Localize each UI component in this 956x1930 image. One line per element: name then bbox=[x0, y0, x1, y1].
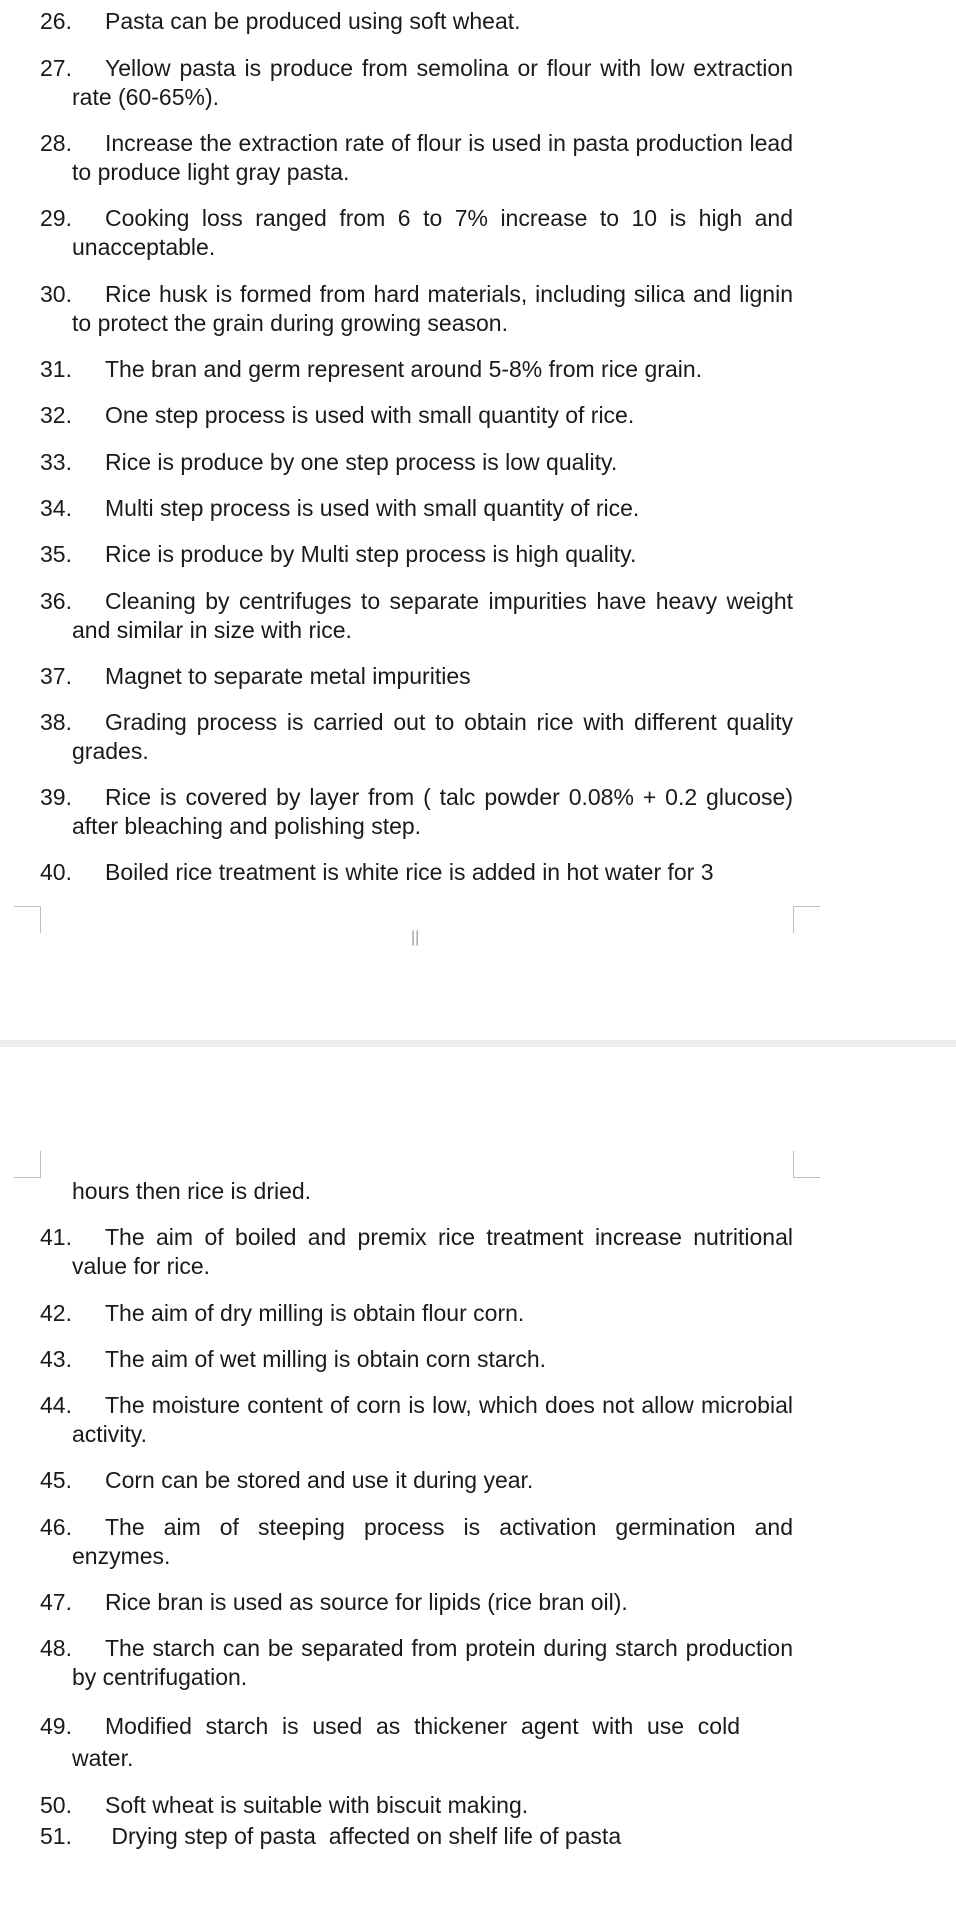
text-cursor-marker: || bbox=[411, 929, 420, 946]
list-item-40-continuation: hours then rice is dried. bbox=[72, 1178, 312, 1204]
page-corner-mark-top-left bbox=[14, 1151, 41, 1178]
list-item-30: 30. Rice husk is formed from hard materials, including silica and lignin to protect the grain during growing season. bbox=[40, 281, 793, 336]
document-page-2 bbox=[0, 1047, 956, 1930]
list-item-39: 39. Rice is covered by layer from ( talc powder 0.08% + 0.2 glucose) after bleaching and polishing step. bbox=[40, 784, 793, 839]
list-item-49: 49. Modified starch is used as thickener agent with use cold water. bbox=[40, 1713, 740, 1771]
list-item-37: 37. Magnet to separate metal impurities bbox=[40, 663, 471, 689]
list-item-32: 32. One step process is used with small quantity of rice. bbox=[40, 402, 635, 428]
list-item-29: 29. Cooking loss ranged from 6 to 7% increase to 10 is high and unacceptable. bbox=[40, 205, 793, 260]
list-item-38: 38. Grading process is carried out to obtain rice with different quality grades. bbox=[40, 709, 793, 764]
page-separator bbox=[0, 1040, 956, 1047]
list-item-27: 27. Yellow pasta is produce from semolina or flour with low extraction rate (60-65%). bbox=[40, 55, 793, 110]
list-item-34: 34. Multi step process is used with small quantity of rice. bbox=[40, 495, 640, 521]
list-item-41: 41. The aim of boiled and premix rice treatment increase nutritional value for rice. bbox=[40, 1224, 793, 1279]
list-item-47: 47. Rice bran is used as source for lipids (rice bran oil). bbox=[40, 1589, 628, 1615]
list-item-31: 31. The bran and germ represent around 5-8% from rice grain. bbox=[40, 356, 703, 382]
list-item-28: 28. Increase the extraction rate of flour is used in pasta production lead to produce light gray pasta. bbox=[40, 130, 793, 185]
list-item-40: 40. Boiled rice treatment is white rice is added in hot water for 3 bbox=[40, 859, 714, 885]
list-item-45: 45. Corn can be stored and use it during year. bbox=[40, 1467, 534, 1493]
list-item-44: 44. The moisture content of corn is low, which does not allow microbial activity. bbox=[40, 1392, 793, 1447]
list-item-33: 33. Rice is produce by one step process is low quality. bbox=[40, 449, 618, 475]
page-corner-mark-bottom-right bbox=[793, 906, 820, 933]
list-item-35: 35. Rice is produce by Multi step process is high quality. bbox=[40, 541, 637, 567]
page-corner-mark-top-right bbox=[793, 1151, 820, 1178]
list-item-48: 48. The starch can be separated from protein during starch production by centrifugation. bbox=[40, 1635, 793, 1690]
list-item-51: 51. Drying step of pasta affected on shelf life of pasta bbox=[40, 1823, 622, 1849]
list-item-50: 50. Soft wheat is suitable with biscuit making. bbox=[40, 1792, 529, 1818]
list-item-42: 42. The aim of dry milling is obtain flour corn. bbox=[40, 1300, 525, 1326]
page-corner-mark-bottom-left bbox=[14, 906, 41, 933]
list-item-26: 26. Pasta can be produced using soft wheat. bbox=[40, 8, 521, 34]
list-item-36: 36. Cleaning by centrifuges to separate impurities have heavy weight and similar in size with rice. bbox=[40, 588, 793, 643]
list-item-46: 46. The aim of steeping process is activation germination and enzymes. bbox=[40, 1514, 793, 1569]
list-item-43: 43. The aim of wet milling is obtain corn starch. bbox=[40, 1346, 547, 1372]
